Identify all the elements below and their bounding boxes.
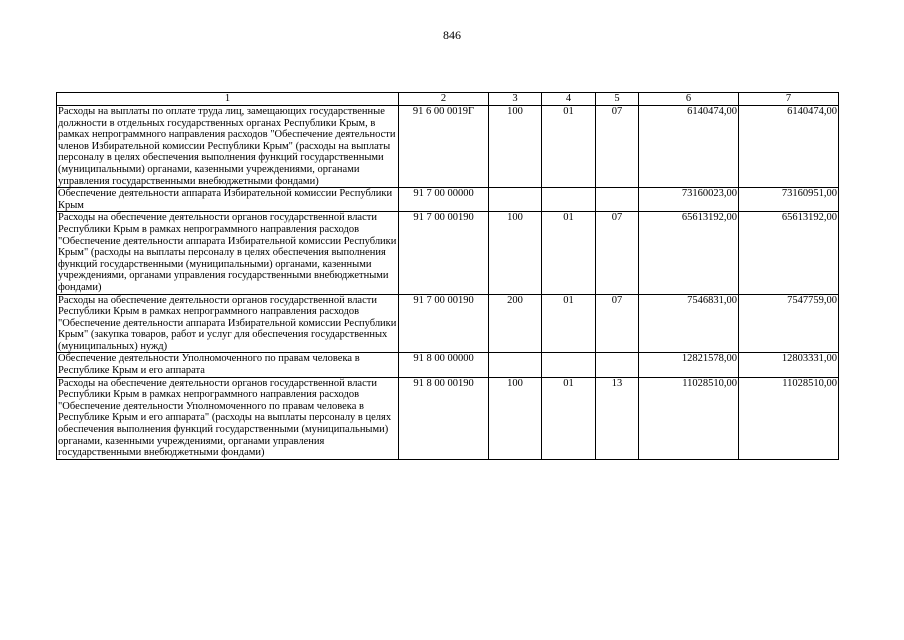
row-section xyxy=(542,353,596,377)
row-amount-1: 65613192,00 xyxy=(639,212,739,294)
row-amount-2: 11028510,00 xyxy=(739,377,839,459)
header-col-4: 4 xyxy=(542,93,596,106)
table-row xyxy=(57,353,839,377)
row-expense-type xyxy=(489,353,542,377)
row-expense-type: 100 xyxy=(489,106,542,188)
row-expense-type: 100 xyxy=(489,212,542,294)
budget-table xyxy=(56,92,839,460)
row-section: 01 xyxy=(542,212,596,294)
row-subsection xyxy=(596,188,639,212)
table-row xyxy=(57,106,839,188)
row-target-article: 91 8 00 00190 xyxy=(399,377,489,459)
row-target-article: 91 7 00 00190 xyxy=(399,294,489,353)
row-subsection: 07 xyxy=(596,212,639,294)
row-description: Расходы на выплаты по оплате труда лиц, замещающих государственные должности в отдельных государственных органах Республики Крым, в рамках непрограммного направления расходов "Обеспечение деятельности членов Избирательной комиссии Республики Крым" (расходы на выплаты персоналу в целях обеспечения выполнения функций государственными (муниципальными) органами, казенными учреждениями, органами управления государственными внебюджетными фондами) xyxy=(57,106,399,188)
row-target-article: 91 8 00 00000 xyxy=(399,353,489,377)
row-amount-2: 6140474,00 xyxy=(739,106,839,188)
row-amount-2: 73160951,00 xyxy=(739,188,839,212)
row-target-article: 91 7 00 00190 xyxy=(399,212,489,294)
table-row xyxy=(57,188,839,212)
row-description: Расходы на обеспечение деятельности органов государственной власти Республики Крым в рамках непрограммного направления расходов "Обеспечение деятельности Уполномоченного по правам человека в Республике Крым и его аппарата" (расходы на выплаты персоналу в целях обеспечения выполнения функций государственными (муниципальными) органами, казенными учреждениями, органами управления государственными внебюджетными фондами) xyxy=(57,377,399,459)
row-amount-1: 7546831,00 xyxy=(639,294,739,353)
row-expense-type: 100 xyxy=(489,377,542,459)
table-row xyxy=(57,294,839,353)
row-amount-1: 6140474,00 xyxy=(639,106,739,188)
row-amount-2: 7547759,00 xyxy=(739,294,839,353)
row-amount-1: 73160023,00 xyxy=(639,188,739,212)
page-number: 846 xyxy=(443,28,461,42)
row-description: Обеспечение деятельности Уполномоченного по правам человека в Республике Крым и его аппарата xyxy=(57,353,399,377)
row-amount-1: 11028510,00 xyxy=(639,377,739,459)
row-subsection: 07 xyxy=(596,106,639,188)
header-col-2: 2 xyxy=(399,93,489,106)
header-col-1: 1 xyxy=(57,93,399,106)
row-expense-type: 200 xyxy=(489,294,542,353)
row-subsection: 13 xyxy=(596,377,639,459)
table-row xyxy=(57,377,839,459)
row-subsection xyxy=(596,353,639,377)
row-target-article: 91 7 00 00000 xyxy=(399,188,489,212)
header-row xyxy=(57,93,839,106)
header-col-5: 5 xyxy=(596,93,639,106)
row-subsection: 07 xyxy=(596,294,639,353)
row-amount-2: 12803331,00 xyxy=(739,353,839,377)
row-expense-type xyxy=(489,188,542,212)
row-section: 01 xyxy=(542,377,596,459)
row-description: Обеспечение деятельности аппарата Избирательной комиссии Республики Крым xyxy=(57,188,399,212)
row-amount-2: 65613192,00 xyxy=(739,212,839,294)
row-amount-1: 12821578,00 xyxy=(639,353,739,377)
table-row xyxy=(57,212,839,294)
row-description: Расходы на обеспечение деятельности органов государственной власти Республики Крым в рамках непрограммного направления расходов "Обеспечение деятельности аппарата Избирательной комиссии Республики Крым" (закупка товаров, работ и услуг для обеспечения государственных (муниципальных) нужд) xyxy=(57,294,399,353)
row-description: Расходы на обеспечение деятельности органов государственной власти Республики Крым в рамках непрограммного направления расходов "Обеспечение деятельности аппарата Избирательной комиссии Республики Крым" (расходы на выплаты персоналу в целях обеспечения выполнения функций государственными (муниципальными) органами, казенными учреждениями, органами управления государственными внебюджетными фондами) xyxy=(57,212,399,294)
header-col-6: 6 xyxy=(639,93,739,106)
row-section: 01 xyxy=(542,294,596,353)
row-section: 01 xyxy=(542,106,596,188)
row-section xyxy=(542,188,596,212)
header-col-7: 7 xyxy=(739,93,839,106)
row-target-article: 91 6 00 0019Г xyxy=(399,106,489,188)
header-col-3: 3 xyxy=(489,93,542,106)
